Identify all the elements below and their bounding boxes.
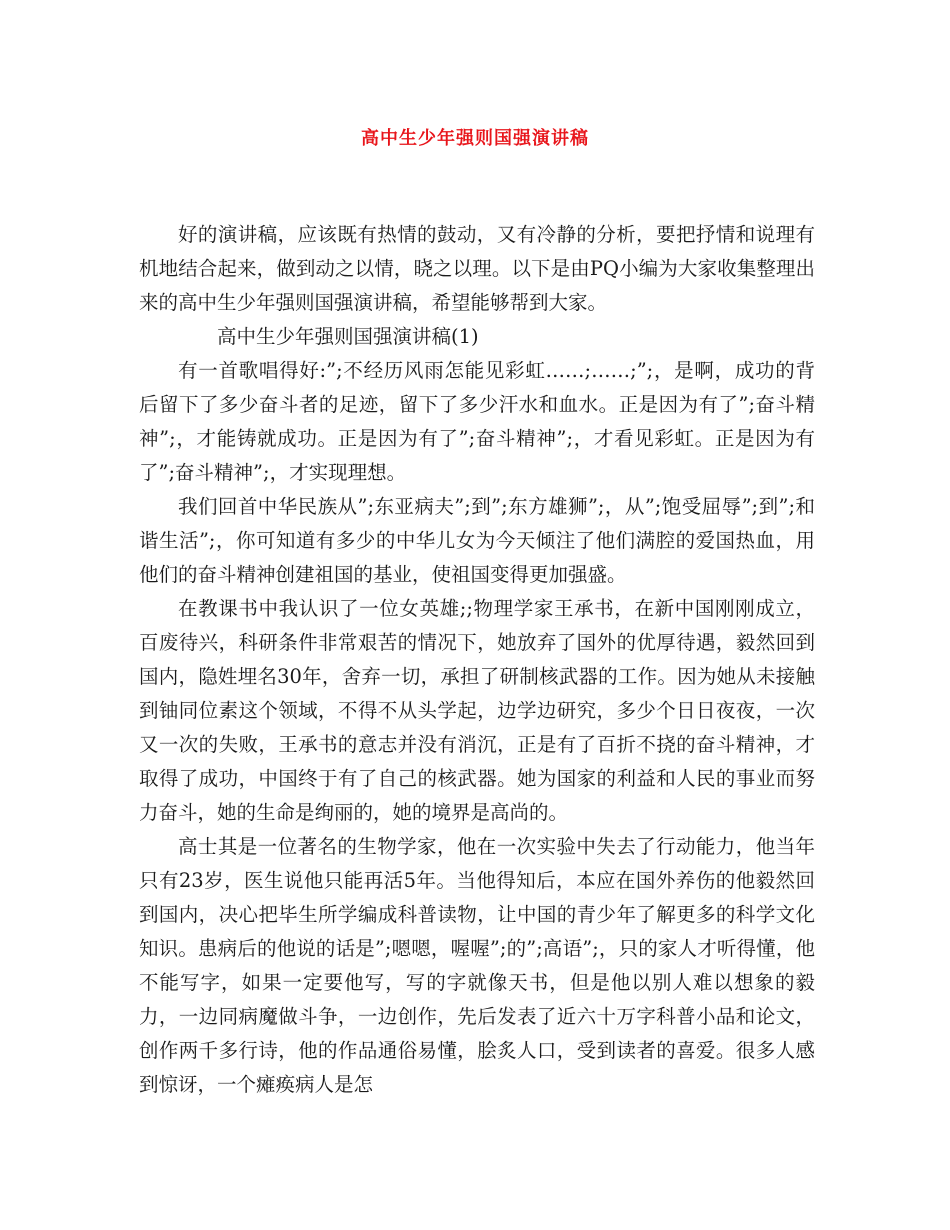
document-title: 高中生少年强则国强演讲稿 [361, 128, 589, 149]
body-paragraph-1: 有一首歌唱得好:”;不经历风雨怎能见彩虹……;……;”;，是啊，成功的背后留下了多少奋斗者的足迹，留下了多少汗水和血水。正是因为有了”;奋斗精神”;，才能铸就成功。正是因为有了”;奋斗精神”;，才看见彩虹。正是因为有了”;奋斗精神”;，才实现理想。 [139, 359, 815, 484]
body-paragraph-2: 我们回首中华民族从”;东亚病夫”;到”;东方雄狮”;，从”;饱受屈辱”;到”;和谐生活”;，你可知道有多少的中华儿女为今天倾注了他们满腔的爱国热血，用他们的奋斗精神创建祖国的基业，使祖国变得更加强盛。 [139, 495, 815, 586]
intro-paragraph: 好的演讲稿，应该既有热情的鼓动，又有冷静的分析，要把抒情和说理有机地结合起来，做到动之以情，晓之以理。以下是由PQ小编为大家收集整理出来的高中生少年强则国强演讲稿，希望能够帮到大家。 [139, 223, 815, 314]
document-body [139, 218, 815, 1102]
section-subheading: 高中生少年强则国强演讲稿(1) [217, 325, 479, 348]
body-paragraph-3: 在教课书中我认识了一位女英雄;;物理学家王承书，在新中国刚刚成立，百废待兴，科研条件非常艰苦的情况下，她放弃了国外的优厚待遇，毅然回到国内，隐姓埋名30年，舍弃一切，承担了研制核武器的工作。因为她从未接触到铀同位素这个领域，不得不从头学起，边学边研究，多少个日日夜夜，一次又一次的失败，王承书的意志并没有消沉，正是有了百折不挠的奋斗精神，才取得了成功，中国终于有了自己的核武器。她为国家的利益和人民的事业而努力奋斗，她的生命是绚丽的，她的境界是高尚的。 [139, 597, 815, 824]
body-paragraph-4: 高士其是一位著名的生物学家，他在一次实验中失去了行动能力，他当年只有23岁，医生说他只能再活5年。当他得知后，本应在国外养伤的他毅然回到国内，决心把毕生所学编成科普读物，让中国的青少年了解更多的科学文化知识。患病后的他说的话是”;嗯嗯，喔喔”;的”;高语”;，只的家人才听得懂，他不能写字，如果一定要他写，写的字就像天书，但是他以别人难以想象的毅力，一边同病魔做斗争，一边创作，先后发表了近六十万字科普小品和论文，创作两千多行诗，他的作品通俗易懂，脍炙人口，受到读者的喜爱。很多人感到惊讶，一个瘫痪病人是怎 [139, 835, 815, 1096]
